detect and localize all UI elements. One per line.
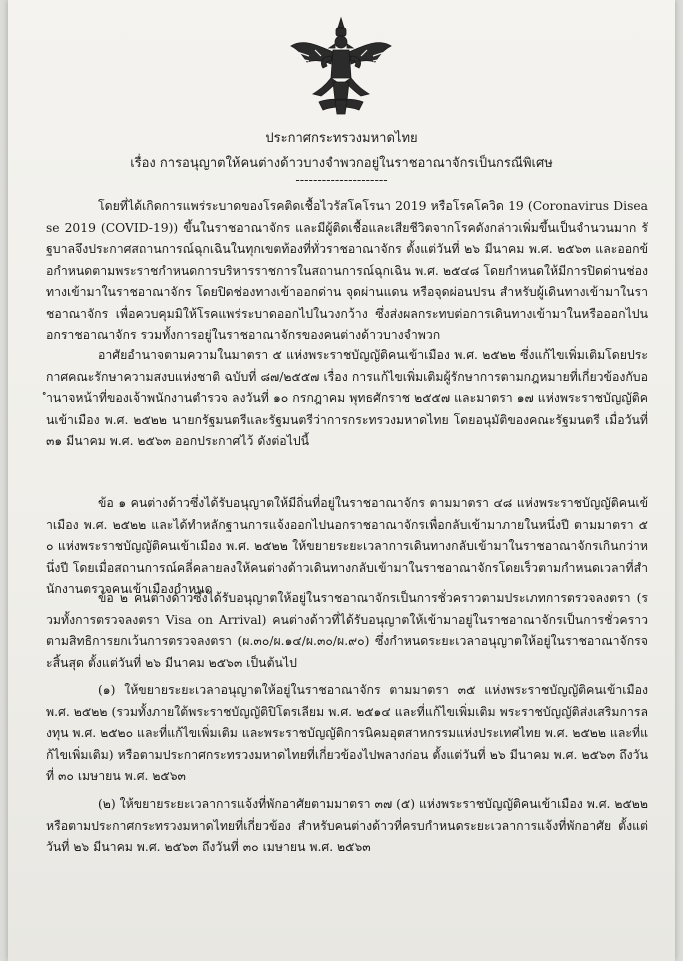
garuda-emblem-icon	[289, 16, 393, 116]
paragraph-preamble: โดยที่ได้เกิดการแพร่ระบาดของโรคติดเชื้อไวรัสโคโรนา 2019 หรือโรคโควิด 19 (Coronavirus Disease 2019 (COVID-19)) ขึ้นในราชอาณาจักร และมีผู้ติดเชื้อและเสียชีวิตจากโรคดังกล่าวเพิ่มขึ้นเป็นจำนวนมาก รัฐบาลจึงประกาศสถานการณ์ฉุกเฉินในทุกเขตท้องที่ทั่วราชอาณาจักร ตั้งแต่วันที่ ๒๖ มีนาคม พ.ศ. ๒๕๖๓ และออกข้อกำหนดตามพระราชกำหนดการบริหารราชการในสถานการณ์ฉุกเฉิน พ.ศ. ๒๕๔๘ โดยกำหนดให้มีการปิดด่านช่องทางเข้ามาในราชอาณาจักร โดยปิดช่องทางเข้าออกด่าน จุดผ่านแดน หรือจุดผ่อนปรน สำหรับผู้เดินทางเข้ามาในราชอาณาจักร เพื่อควบคุมมิให้โรคแพร่ระบาดออกไปในวงกว้าง ซึ่งส่งผลกระทบต่อการเดินทางเข้ามาในหรือออกไปนอกราชอาณาจักร รวมทั้งการอยู่ในราชอาณาจักรของคนต่างด้าวบางจำพวก	[46, 199, 648, 342]
announcement-subject: เรื่อง การอนุญาตให้คนต่างด้าวบางจำพวกอยู่ในราชอาณาจักรเป็นกรณีพิเศษ	[130, 156, 553, 171]
paragraph-authority: อาศัยอำนาจตามความในมาตรา ๕ แห่งพระราชบัญญัติคนเข้าเมือง พ.ศ. ๒๕๒๒ ซึ่งแก้ไขเพิ่มเติมโดยประกาศคณะรักษาความสงบแห่งชาติ ฉบับที่ ๘๗/๒๕๕๗ เรื่อง การแก้ไขเพิ่มเติมผู้รักษาการตามกฎหมายที่เกี่ยวข้องกับอำนาจหน้าที่ของเจ้าพนักงานตำรวจ ลงวันที่ ๑๐ กรกฎาคม พุทธศักราช ๒๕๕๗ และมาตรา ๑๗ แห่งพระราชบัญญัติคนเข้าเมือง พ.ศ. ๒๕๒๒ นายกรัฐมนตรีและรัฐมนตรีว่าการกระทรวงมหาดไทย โดยอนุมัติของคณะรัฐมนตรี เมื่อวันที่ ๓๑ มีนาคม พ.ศ. ๒๕๖๓ ออกประกาศไว้ ดังต่อไปนี้	[46, 348, 648, 448]
separator-line: ---------------------	[295, 173, 388, 188]
paragraph-clause-2: ข้อ ๒ คนต่างด้าวซึ่งได้รับอนุญาตให้อยู่ในราชอาณาจักรเป็นการชั่วคราวตามประเภทการตรวจลงตรา (รวมทั้งการตรวจลงตรา Visa on Arrival) คนต่างด้าวที่ได้รับอนุญาตให้เข้ามาอยู่ในราชอาณาจักรเป็นการชั่วคราวตามสิทธิการยกเว้นการตรวจลงตรา (ผ.๓๐/ผ.๑๔/ผ.๓๐/ผ.๙๐) ซึ่งกำหนดระยะเวลาอนุญาตให้อยู่ในราชอาณาจักรจะสิ้นสุด ตั้งแต่วันที่ ๒๖ มีนาคม ๒๕๖๓ เป็นต้นไป	[46, 591, 648, 670]
paragraph-clause-2-item-1: (๑) ให้ขยายระยะเวลาอนุญาตให้อยู่ในราชอาณาจักร ตามมาตรา ๓๕ แห่งพระราชบัญญัติคนเข้าเมือง พ.ศ. ๒๕๒๒ (รวมทั้งภายใต้พระราชบัญญัติปิโตรเลียม พ.ศ. ๒๕๑๔ และที่แก้ไขเพิ่มเติม พระราชบัญญัติส่งเสริมการลงทุน พ.ศ. ๒๕๒๐ และที่แก้ไขเพิ่มเติม และพระราชบัญญัติการนิคมอุตสาหกรรมแห่งประเทศไทย พ.ศ. ๒๕๒๒ และที่แก้ไขเพิ่มเติม) หรือตามประกาศกระทรวงมหาดไทยที่เกี่ยวข้องไปพลางก่อน ตั้งแต่วันที่ ๒๖ มีนาคม พ.ศ. ๒๕๖๓ ถึงวันที่ ๓๐ เมษายน พ.ศ. ๒๕๖๓	[46, 683, 648, 783]
paragraph-clause-1: ข้อ ๑ คนต่างด้าวซึ่งได้รับอนุญาตให้มีถิ่นที่อยู่ในราชอาณาจักร ตามมาตรา ๔๘ แห่งพระราชบัญญัติคนเข้าเมือง พ.ศ. ๒๕๒๒ และได้ทำหลักฐานการแจ้งออกไปนอกราชอาณาจักรเพื่อกลับเข้ามาภายในหนึ่งปี ตามมาตรา ๕๐ แห่งพระราชบัญญัติคนเข้าเมือง พ.ศ. ๒๕๒๒ ให้ขยายระยะเวลาการเดินทางกลับเข้ามาในราชอาณาจักรเกินกว่าหนึ่งปี โดยเมื่อสถานการณ์คลี่คลายลงให้คนต่างด้าวเดินทางกลับเข้ามาในราชอาณาจักรโดยเร็วตามกำหนดเวลาที่สำนักงานตรวจคนเข้าเมืองกำหนด	[46, 496, 648, 596]
announcement-header: ประกาศกระทรวงมหาดไทย	[265, 131, 418, 146]
paragraph-clause-2-item-2: (๒) ให้ขยายระยะเวลาการแจ้งที่พักอาศัยตามมาตรา ๓๗ (๕) แห่งพระราชบัญญัติคนเข้าเมือง พ.ศ. ๒๕๒๒ หรือตามประกาศกระทรวงมหาดไทยที่เกี่ยวข้อง สำหรับคนต่างด้าวที่ครบกำหนดระยะเวลาการแจ้งที่พักอาศัย ตั้งแต่วันที่ ๒๖ มีนาคม พ.ศ. ๒๕๖๓ ถึงวันที่ ๓๐ เมษายน พ.ศ. ๒๕๖๓	[46, 797, 648, 854]
document-page	[8, 0, 675, 961]
